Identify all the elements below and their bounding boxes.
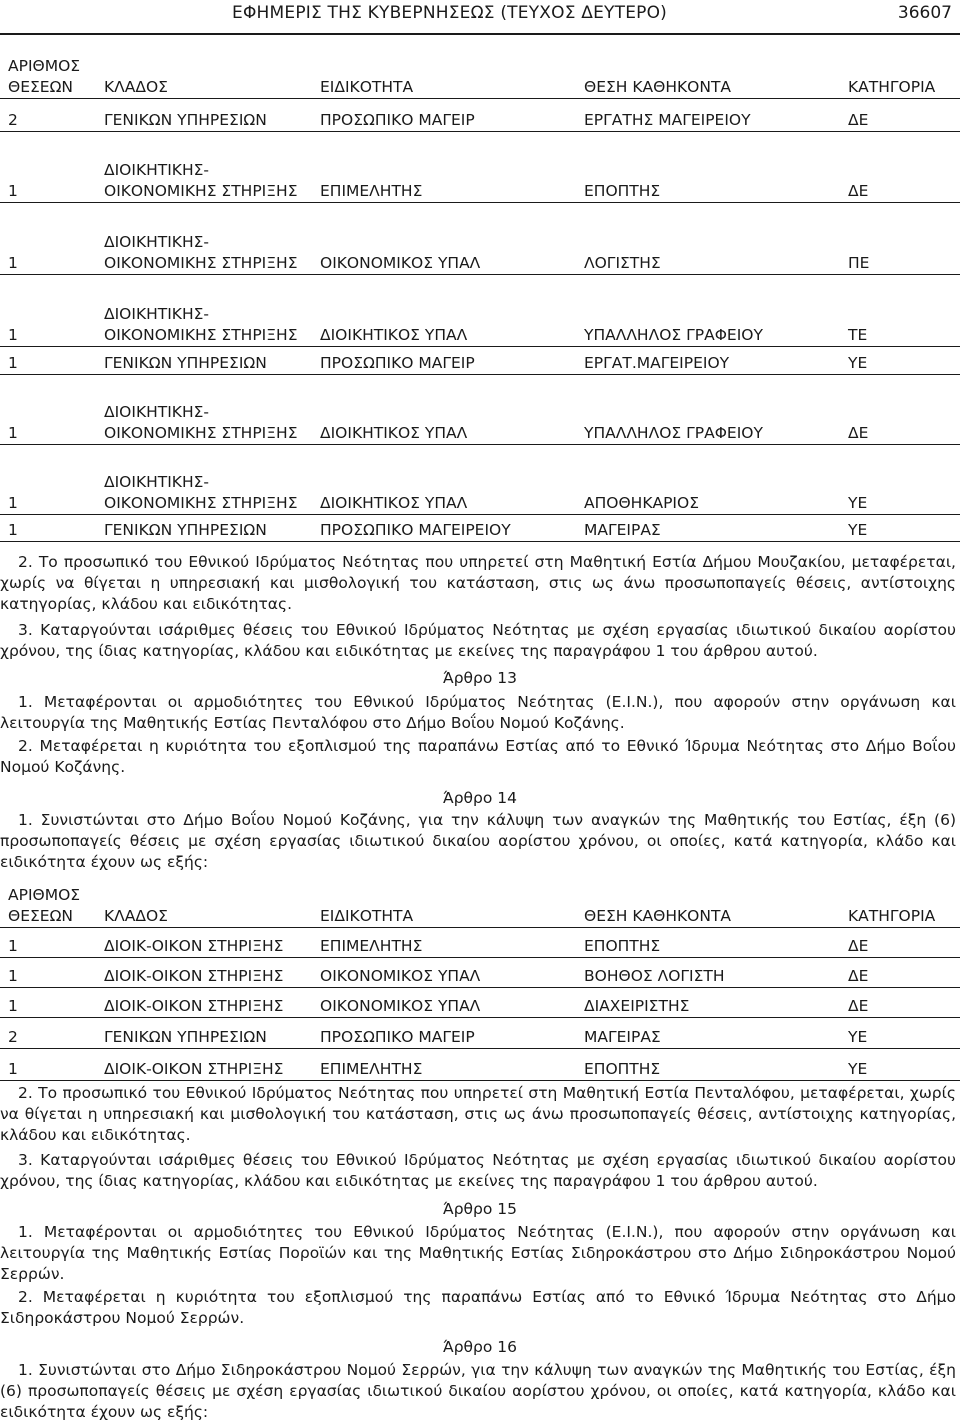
gazette-title: ΕΦΗΜΕΡΙΣ ΤΗΣ ΚΥΒΕΡΝΗΣΕΩΣ (ΤΕΥΧΟΣ ΔΕΥΤΕΡΟ) — [232, 3, 668, 23]
cell-branch: ΔΙΟΙΚ-ΟΙΚΟΝ ΣΤΗΡΙΞΗΣ — [96, 987, 312, 1017]
header-cell-specialty: ΕΙΔΙΚΟΤΗΤΑ — [312, 877, 576, 927]
paragraph — [0, 1222, 956, 1285]
cell-branch: ΔΙΟΙΚ-ΟΙΚΟΝ ΣΤΗΡΙΞΗΣ — [96, 1048, 312, 1080]
cell-duties: ΔΙΑΧΕΙΡΙΣΤΗΣ — [576, 987, 840, 1017]
cell-category: ΥΕ — [840, 1017, 960, 1048]
cell-category: ΥΕ — [840, 346, 960, 374]
cell-branch: ΔΙΟΙΚ-ΟΙΚΟΝ ΣΤΗΡΙΞΗΣ — [96, 927, 312, 957]
article-heading: Άρθρο 13 — [442, 669, 518, 687]
article-heading: Άρθρο 14 — [442, 789, 518, 807]
cell-duties: ΥΠΑΛΛΗΛΟΣ ΓΡΑΦΕΙΟΥ — [576, 374, 840, 444]
cell-category: ΔΕ — [840, 374, 960, 444]
cell-specialty: ΠΡΟΣΩΠΙΚΟ ΜΑΓΕΙΡΕΙΟΥ — [312, 514, 576, 541]
cell-category: ΥΕ — [840, 1048, 960, 1080]
table-row — [0, 98, 960, 131]
table-row — [0, 1017, 960, 1048]
cell-specialty: ΕΠΙΜΕΛΗΤΗΣ — [312, 131, 576, 202]
cell-branch: ΓΕΝΙΚΩΝ ΥΠΗΡΕΣΙΩΝ — [96, 514, 312, 541]
cell-duties: ΕΠΟΠΤΗΣ — [576, 927, 840, 957]
paragraph — [0, 1360, 956, 1423]
cell-category: ΥΕ — [840, 514, 960, 541]
positions-table-2 — [0, 877, 960, 1081]
cell-duties: ΑΠΟΘΗΚΑΡΙΟΣ — [576, 444, 840, 514]
cell-branch: ΔΙΟΙΚΗΤΙΚΗΣ- ΟΙΚΟΝΟΜΙΚΗΣ ΣΤΗΡΙΞΗΣ — [96, 131, 312, 202]
table-row — [0, 202, 960, 274]
paragraph — [0, 620, 956, 662]
cell-category: ΔΕ — [840, 987, 960, 1017]
cell-count: 1 — [0, 444, 96, 514]
header-cell-branch: ΚΛΑΔΟΣ — [96, 44, 312, 98]
cell-category: ΔΕ — [840, 957, 960, 987]
paragraph — [0, 1083, 956, 1146]
cell-specialty: ΕΠΙΜΕΛΗΤΗΣ — [312, 1048, 576, 1080]
cell-count: 1 — [0, 202, 96, 274]
paragraph-text: 1. Συνιστώνται στο Δήμο Βοΐου Νομού Κοζάνης, για την κάλυψη των αναγκών της Μαθητικής του Εστίας, έξη (6) προσωποπαγείς θέσεις με σχέση εργασίας ιδιωτικού δικαίου αορίστου χρόνου, οι οποίες, κατά κατηγορία, κλάδο και ειδικότητα έχουν ως εξής: — [0, 811, 956, 871]
table-row — [0, 1048, 960, 1080]
paragraph-text: 2. Το προσωπικό του Εθνικού Ιδρύματος Νεότητας που υπηρετεί στη Μαθητική Εστία Πενταλόφου, μεταφέρεται, χωρίς να θίγεται η υπηρεσιακή και μισθολογική του κατάσταση, στις ως άνω προσωποπαγείς θέσεις, αντίστοιχης κατηγορίας, κλάδου και ειδικότητας. — [0, 1084, 956, 1144]
header-cell-category: ΚΑΤΗΓΟΡΙΑ — [840, 44, 960, 98]
table-row — [0, 374, 960, 444]
paragraph-text: 1. Μεταφέρονται οι αρμοδιότητες του Εθνικού Ιδρύματος Νεότητας (Ε.Ι.Ν.), που αφορούν στην οργάνωση και λειτουργία της Μαθητικής Εστίας Πενταλόφου στο Δήμο Βοΐου Νομού Κοζάνης. — [0, 693, 956, 732]
cell-count: 2 — [0, 98, 96, 131]
paragraph-text: 2. Μεταφέρεται η κυριότητα του εξοπλισμού της παραπάνω Εστίας από το Εθνικό Ίδρυμα Νεότητας στο Δήμο Βοΐου Νομού Κοζάνης. — [0, 737, 956, 776]
table-row — [0, 514, 960, 541]
cell-category: ΔΕ — [840, 98, 960, 131]
cell-count: 2 — [0, 1017, 96, 1048]
cell-category: ΔΕ — [840, 131, 960, 202]
paragraph-text: 3. Καταργούνται ισάριθμες θέσεις του Εθνικού Ιδρύματος Νεότητας με σχέση εργασίας ιδιωτικού δικαίου αορίστου χρόνου, της ίδιας κατηγορίας, κλάδου και ειδικότητας με εκείνες της παραγράφου 1 του άρθρου αυτού. — [0, 621, 956, 660]
article-heading: Άρθρο 15 — [442, 1200, 518, 1218]
cell-duties: ΕΠΟΠΤΗΣ — [576, 1048, 840, 1080]
header-cell-count: ΑΡΙΘΜΟΣ ΘΕΣΕΩΝ — [0, 44, 96, 98]
cell-duties: ΕΡΓΑΤΗΣ ΜΑΓΕΙΡΕΙΟΥ — [576, 98, 840, 131]
cell-duties: ΥΠΑΛΛΗΛΟΣ ΓΡΑΦΕΙΟΥ — [576, 274, 840, 346]
paragraph-text: 3. Καταργούνται ισάριθμες θέσεις του Εθνικού Ιδρύματος Νεότητας με σχέση εργασίας ιδιωτικού δικαίου αορίστου χρόνου, της ίδιας κατηγορίας, κλάδου και ειδικότητας με εκείνες της παραγράφου 1 του άρθρου αυτού. — [0, 1151, 956, 1190]
cell-branch: ΔΙΟΙΚΗΤΙΚΗΣ- ΟΙΚΟΝΟΜΙΚΗΣ ΣΤΗΡΙΞΗΣ — [96, 374, 312, 444]
cell-branch: ΔΙΟΙΚΗΤΙΚΗΣ- ΟΙΚΟΝΟΜΙΚΗΣ ΣΤΗΡΙΞΗΣ — [96, 274, 312, 346]
cell-count: 1 — [0, 131, 96, 202]
cell-count: 1 — [0, 987, 96, 1017]
paragraph — [0, 1287, 956, 1329]
cell-specialty: ΠΡΟΣΩΠΙΚΟ ΜΑΓΕΙΡ — [312, 1017, 576, 1048]
header-cell-branch: ΚΛΑΔΟΣ — [96, 877, 312, 927]
cell-branch: ΔΙΟΙΚΗΤΙΚΗΣ- ΟΙΚΟΝΟΜΙΚΗΣ ΣΤΗΡΙΞΗΣ — [96, 202, 312, 274]
table-row — [0, 957, 960, 987]
paragraph — [0, 1150, 956, 1192]
page-header — [0, 0, 960, 28]
cell-duties: ΛΟΓΙΣΤΗΣ — [576, 202, 840, 274]
table-row — [0, 274, 960, 346]
paragraph — [0, 810, 956, 873]
cell-specialty: ΟΙΚΟΝΟΜΙΚΟΣ ΥΠΑΛ — [312, 987, 576, 1017]
table-row — [0, 444, 960, 514]
cell-count: 1 — [0, 927, 96, 957]
cell-count: 1 — [0, 374, 96, 444]
cell-count: 1 — [0, 346, 96, 374]
cell-count: 1 — [0, 957, 96, 987]
cell-duties: ΕΡΓΑΤ.ΜΑΓΕΙΡΕΙΟΥ — [576, 346, 840, 374]
cell-count: 1 — [0, 274, 96, 346]
cell-specialty: ΟΙΚΟΝΟΜΙΚΟΣ ΥΠΑΛ — [312, 957, 576, 987]
article-heading: Άρθρο 16 — [442, 1338, 518, 1356]
cell-duties: ΒΟΗΘΟΣ ΛΟΓΙΣΤΗ — [576, 957, 840, 987]
paragraph-text: 2. Το προσωπικό του Εθνικού Ιδρύματος Νεότητας που υπηρετεί στη Μαθητική Εστία Δήμου Μουζακίου, μεταφέρεται, χωρίς να θίγεται η υπηρεσιακή και μισθολογική του κατάσταση, στις ως άνω προσωποπαγείς θέσεις, αντίστοιχης κατηγορίας, κλάδου και ειδικότητας. — [0, 553, 956, 613]
cell-specialty: ΠΡΟΣΩΠΙΚΟ ΜΑΓΕΙΡ — [312, 98, 576, 131]
header-cell-count: ΑΡΙΘΜΟΣ ΘΕΣΕΩΝ — [0, 877, 96, 927]
cell-count: 1 — [0, 1048, 96, 1080]
cell-branch: ΔΙΟΙΚΗΤΙΚΗΣ- ΟΙΚΟΝΟΜΙΚΗΣ ΣΤΗΡΙΞΗΣ — [96, 444, 312, 514]
paragraph-text: 2. Μεταφέρεται η κυριότητα του εξοπλισμού της παραπάνω Εστίας από το Εθνικό Ίδρυμα Νεότητας στο Δήμο Σιδηροκάστρου Νομού Σερρών. — [0, 1288, 956, 1327]
cell-category: ΔΕ — [840, 927, 960, 957]
paragraph — [0, 552, 956, 615]
cell-specialty: ΠΡΟΣΩΠΙΚΟ ΜΑΓΕΙΡ — [312, 346, 576, 374]
paragraph-text: 1. Μεταφέρονται οι αρμοδιότητες του Εθνικού Ιδρύματος Νεότητας (Ε.Ι.Ν.), που αφορούν στην οργάνωση και λειτουργία της Μαθητικής Εστίας Ποροϊών και της Μαθητικής Εστίας Σιδηροκάστρου στο Δήμο Σιδηροκάστρου Νομού Σερρών. — [0, 1223, 956, 1283]
table-header-row — [0, 877, 960, 927]
cell-branch: ΔΙΟΙΚ-ΟΙΚΟΝ ΣΤΗΡΙΞΗΣ — [96, 957, 312, 987]
page-number: 36607 — [897, 3, 952, 23]
cell-specialty: ΔΙΟΙΚΗΤΙΚΟΣ ΥΠΑΛ — [312, 274, 576, 346]
table-row — [0, 131, 960, 202]
cell-specialty: ΟΙΚΟΝΟΜΙΚΟΣ ΥΠΑΛ — [312, 202, 576, 274]
table-row — [0, 927, 960, 957]
header-rule — [0, 33, 960, 35]
cell-count: 1 — [0, 514, 96, 541]
positions-table-1 — [0, 44, 960, 542]
paragraph-text: 1. Συνιστώνται στο Δήμο Σιδηροκάστρου Νομού Σερρών, για την κάλυψη των αναγκών της Μαθητικής του Εστίας, έξη (6) προσωποπαγείς θέσεις με σχέση εργασίας ιδιωτικού δικαίου αορίστου χρόνου, οι οποίες, κατά κατηγορία, κλάδο και ειδικότητα έχουν ως εξής: — [0, 1361, 956, 1421]
cell-category: ΤΕ — [840, 274, 960, 346]
paragraph — [0, 736, 956, 778]
paragraph — [0, 692, 956, 734]
cell-branch: ΓΕΝΙΚΩΝ ΥΠΗΡΕΣΙΩΝ — [96, 1017, 312, 1048]
table-row — [0, 987, 960, 1017]
header-cell-specialty: ΕΙΔΙΚΟΤΗΤΑ — [312, 44, 576, 98]
cell-branch: ΓΕΝΙΚΩΝ ΥΠΗΡΕΣΙΩΝ — [96, 346, 312, 374]
header-cell-duties: ΘΕΣΗ ΚΑΘΗΚΟΝΤΑ — [576, 877, 840, 927]
cell-category: ΥΕ — [840, 444, 960, 514]
cell-duties: ΕΠΟΠΤΗΣ — [576, 131, 840, 202]
header-cell-category: ΚΑΤΗΓΟΡΙΑ — [840, 877, 960, 927]
table-row — [0, 346, 960, 374]
cell-specialty: ΕΠΙΜΕΛΗΤΗΣ — [312, 927, 576, 957]
table-header-row — [0, 44, 960, 98]
cell-category: ΠΕ — [840, 202, 960, 274]
cell-duties: ΜΑΓΕΙΡΑΣ — [576, 1017, 840, 1048]
cell-duties: ΜΑΓΕΙΡΑΣ — [576, 514, 840, 541]
cell-specialty: ΔΙΟΙΚΗΤΙΚΟΣ ΥΠΑΛ — [312, 374, 576, 444]
header-cell-duties: ΘΕΣΗ ΚΑΘΗΚΟΝΤΑ — [576, 44, 840, 98]
cell-branch: ΓΕΝΙΚΩΝ ΥΠΗΡΕΣΙΩΝ — [96, 98, 312, 131]
cell-specialty: ΔΙΟΙΚΗΤΙΚΟΣ ΥΠΑΛ — [312, 444, 576, 514]
